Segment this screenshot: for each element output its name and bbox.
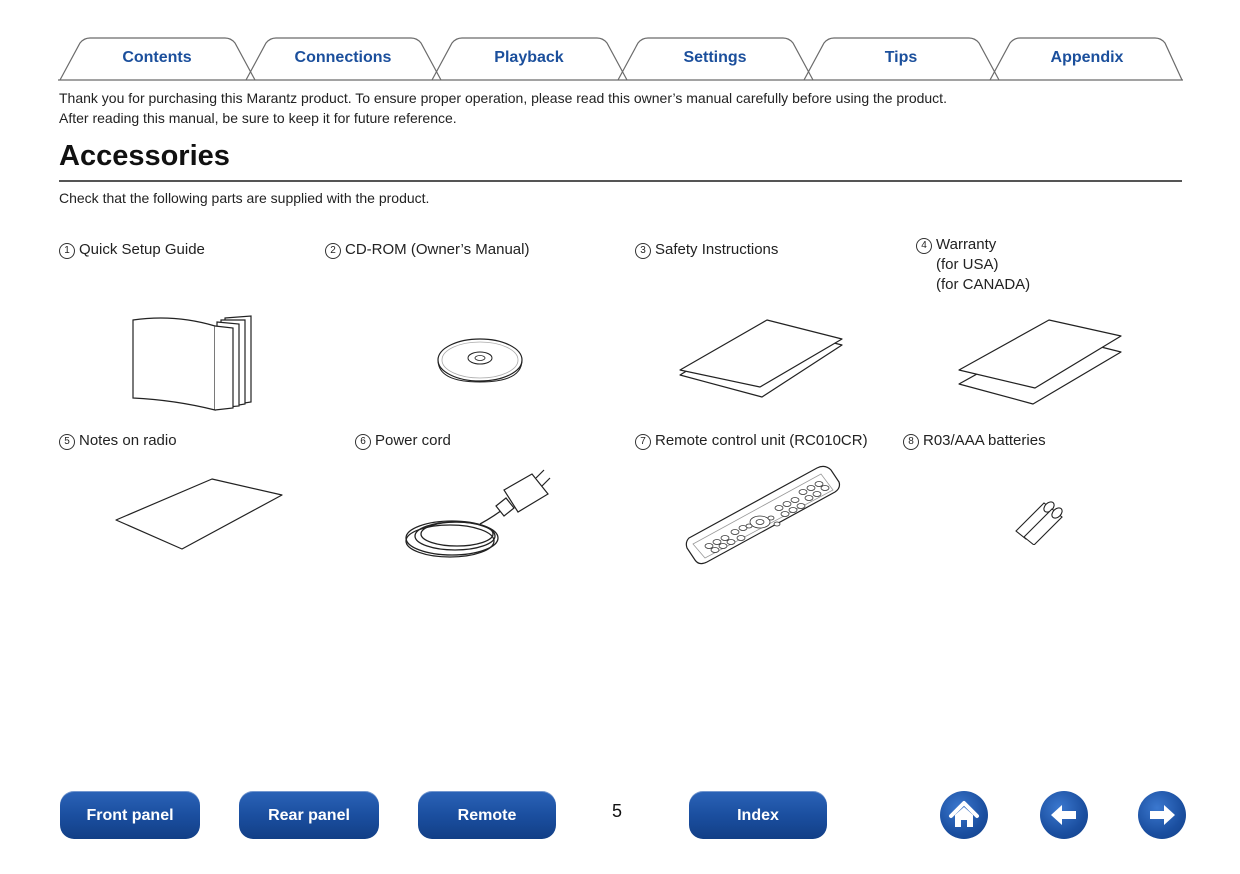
item-label: Quick Setup Guide [79, 241, 205, 258]
arrow-right-icon [1138, 791, 1186, 839]
arrow-left-icon [1040, 791, 1088, 839]
cd-rom-illustration [435, 333, 525, 383]
index-button[interactable]: Index [689, 791, 827, 839]
item-label: Power cord [375, 432, 451, 449]
notes-sheet-illustration [112, 475, 287, 555]
home-icon [940, 791, 988, 839]
forward-button[interactable] [1138, 791, 1186, 839]
page-title: Accessories [59, 140, 230, 172]
safety-instructions-illustration [672, 315, 847, 400]
item-sub-canada: (for CANADA) [936, 276, 1031, 293]
item-power-cord [355, 431, 451, 451]
item-number: 7 [635, 434, 651, 450]
item-number: 2 [325, 243, 341, 259]
tab-connections[interactable]: Connections [294, 49, 392, 66]
front-panel-button[interactable]: Front panel [60, 791, 200, 839]
warranty-illustration [953, 318, 1128, 408]
item-label: R03/AAA batteries [923, 432, 1046, 449]
rear-panel-button[interactable]: Rear panel [239, 791, 379, 839]
item-sub-usa: (for USA) [936, 256, 999, 273]
tab-tips[interactable]: Tips [884, 49, 918, 66]
item-label: CD-ROM (Owner’s Manual) [345, 241, 530, 258]
title-divider [59, 180, 1182, 182]
intro-line-2: After reading this manual, be sure to keep it for future reference. [59, 110, 457, 126]
tab-settings[interactable]: Settings [683, 49, 747, 66]
remote-control-illustration [685, 460, 845, 570]
item-batteries [903, 431, 1046, 451]
item-remote-control [635, 431, 868, 451]
intro-line-1: Thank you for purchasing this Marantz product. To ensure proper operation, please read this owner’s manual carefully before using the product. [59, 90, 947, 106]
page-number: 5 [612, 801, 623, 821]
item-number: 8 [903, 434, 919, 450]
item-number: 1 [59, 243, 75, 259]
back-button[interactable] [1040, 791, 1088, 839]
tab-playback[interactable]: Playback [494, 49, 564, 66]
intro-text [59, 88, 1189, 128]
item-label: Notes on radio [79, 432, 177, 449]
item-cd-rom [325, 240, 529, 260]
tab-bar-outline [0, 0, 1240, 90]
section-subtitle: Check that the following parts are supplied with the product. [59, 190, 430, 206]
tab-appendix[interactable]: Appendix [1050, 49, 1124, 66]
item-warranty [916, 235, 1030, 295]
power-cord-illustration [400, 468, 555, 563]
home-button[interactable] [940, 791, 988, 839]
item-label: Safety Instructions [655, 241, 779, 258]
item-number: 4 [916, 238, 932, 254]
item-quick-setup-guide [59, 240, 205, 260]
item-number: 6 [355, 434, 371, 450]
item-number: 5 [59, 434, 75, 450]
item-notes-on-radio [59, 431, 177, 451]
item-label: Warranty [936, 236, 997, 253]
booklet-illustration [125, 312, 260, 412]
remote-button[interactable]: Remote [418, 791, 556, 839]
item-safety-instructions [635, 240, 778, 260]
batteries-illustration [1010, 495, 1070, 545]
tab-contents[interactable]: Contents [122, 49, 192, 66]
item-label: Remote control unit (RC010CR) [655, 432, 868, 449]
item-number: 3 [635, 243, 651, 259]
